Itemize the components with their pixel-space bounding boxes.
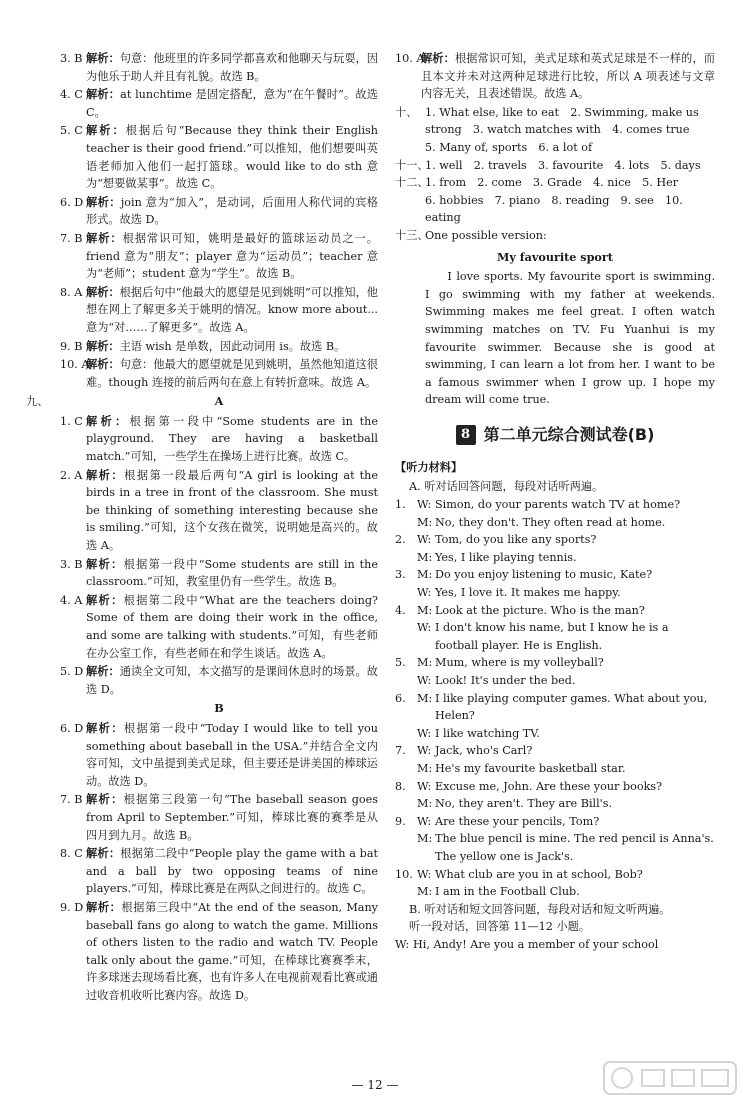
dialogue-line <box>417 742 715 760</box>
analysis-text: 根据后句“Because they think their English teacher is their good friend.”可以推知，他们想要叫英语老师加入他们一起打篮球。would like to do sth 意为“想要做某事”。故选 C。 <box>86 124 378 191</box>
speech: He's my favourite basketball star. <box>435 761 626 775</box>
analysis-text: 主语 wish 是单数，因此动词用 is。故选 B。 <box>119 339 346 353</box>
dialogue-number: 9. <box>395 814 406 828</box>
dialogue-number: 3. <box>395 568 406 582</box>
analysis-text: at lunchtime 是固定搭配，意为“在午餐时”。故选 C。 <box>86 88 378 119</box>
answer-number: 2. A <box>60 468 83 482</box>
answer-line: 1. What else, like to eat 2. Swimming, make us strong 3. watch matches with 4. comes true <box>425 105 699 137</box>
dialogue-line <box>395 936 715 954</box>
speaker: W: <box>417 744 432 758</box>
speech: Look at the picture. Who is the man? <box>435 603 645 617</box>
answer-item <box>60 413 378 466</box>
dialogue-line <box>417 813 715 831</box>
speaker: W: <box>417 586 432 600</box>
right-column <box>395 50 715 954</box>
dialogue-line <box>417 602 715 620</box>
answer-item <box>60 230 378 283</box>
listening-title: 【听力材料】 <box>395 459 463 474</box>
speech: What club are you in at school, Bob? <box>435 867 643 881</box>
section-label: 十、 <box>395 105 418 119</box>
answer-number: 10. A <box>60 358 90 372</box>
speech: Yes, I love it. It makes me happy. <box>435 586 621 600</box>
analysis-label: 解析： <box>86 357 120 372</box>
analysis-text: 根据第一段中“Some students are in the playground. They are having a basketball match.”可知，一些学生在操场上进行比赛。故选 C。 <box>86 414 378 464</box>
section-label: 十三、 <box>395 228 429 242</box>
answer-number: 10. A <box>395 52 425 65</box>
dialogue <box>395 866 715 901</box>
dialogue-line <box>417 760 715 778</box>
speech: Are these your pencils, Tom? <box>435 814 600 828</box>
answer-line: 1. well 2. travels 3. favourite 4. lots 5. days <box>425 158 701 172</box>
speaker: M: <box>417 832 433 846</box>
section-12 <box>395 174 715 227</box>
answer-item <box>60 720 378 790</box>
answer-item <box>60 194 378 229</box>
speaker: W: <box>417 533 432 547</box>
analysis-text: 句意：他班里的许多同学都喜欢和他聊天与玩耍，因为他乐于助人并且有礼貌。故选 B。 <box>86 52 378 83</box>
speaker: M: <box>417 797 433 811</box>
essay-intro: One possible version: <box>425 228 547 242</box>
listening-part-b-sub: 听一段对话，回答第 11—12 小题。 <box>409 920 591 934</box>
dialogue-number: 1. <box>395 498 406 512</box>
analysis-label: 解析： <box>86 556 124 571</box>
analysis-label: 解析： <box>421 51 455 65</box>
answer-item <box>60 899 378 1005</box>
speaker: M: <box>417 761 433 775</box>
answer-item <box>60 556 378 591</box>
answer-item <box>60 284 378 337</box>
section-9 <box>26 393 378 1004</box>
speech: Simon, do your parents watch TV at home? <box>435 498 681 512</box>
analysis-label: 解析： <box>86 899 122 914</box>
answer-number: 3. B <box>60 52 83 65</box>
speaker: M: <box>417 691 433 705</box>
speech: No, they don't. They often read at home. <box>435 515 666 529</box>
analysis-label: 解析： <box>86 720 124 735</box>
speech: I don't know his name, but I know he is a football player. He is English. <box>435 621 669 652</box>
analysis-label: 解析： <box>86 413 130 428</box>
speech: Mum, where is my volleyball? <box>435 656 604 670</box>
section-label: 十一、 <box>395 158 429 172</box>
speech: No, they aren't. They are Bill's. <box>435 797 613 811</box>
analysis-text: 根据第三段中“At the end of the season, Many baseball fans go along to watch the game. Millions of others listen to the radio and watch TV. People talk only about the game.”可知，在棒球比赛赛季末，许多球迷去现场看比赛，也有许多人在电视前观看比赛或通过收音机收听比赛内容。故选 D。 <box>86 900 378 1002</box>
analysis-label: 解析： <box>86 664 120 679</box>
analysis-text: 根据第一段中“Some students are still in the classroom.”可知，教室里仍有一些学生。故选 B。 <box>86 557 378 589</box>
dialogue-line <box>417 549 715 567</box>
analysis-text: 根据第三段第一句“The baseball season goes from April to September.”可知，棒球比赛的赛季是从四月到九月。故选 B。 <box>86 793 378 842</box>
speaker: M: <box>417 515 433 529</box>
dialogue-line <box>417 584 715 602</box>
speaker: W: <box>417 867 432 881</box>
answer-number: 6. D <box>60 195 84 209</box>
dialogue-line <box>417 619 715 654</box>
dialogue-number: 2. <box>395 533 406 547</box>
answer-line: 1. from 2. come 3. Grade 4. nice 5. Her <box>425 176 679 190</box>
speech: Yes, I like playing tennis. <box>435 550 577 564</box>
unit-title: 第二单元综合测试卷(B) <box>483 425 655 445</box>
dialogue-line <box>417 654 715 672</box>
speaker: W: <box>417 814 432 828</box>
dialogue-line <box>417 725 715 743</box>
dialogue <box>395 813 715 866</box>
dialogue-line <box>417 496 715 514</box>
dialogue-number: 10. <box>395 867 413 881</box>
dialogue <box>395 496 715 531</box>
dialogue <box>395 602 715 655</box>
answer-item <box>395 50 715 103</box>
answer-item <box>60 356 378 391</box>
speaker: M: <box>417 603 433 617</box>
dialogue-line <box>417 690 715 725</box>
essay-body: I love sports. My favourite sport is swimming. I go swimming with my father at weekends. Swimming makes me feel great. I often watch swimming matches on TV. Fu Yuanhui is my favourite swimmer. Because she is good at swimming, I can learn a lot from her. I want to be a famous swimmer when I grow up. I hope my dream will come true. <box>425 270 715 407</box>
analysis-text: 根据第一段中“Today I would like to tell you something about baseball in the USA.”并结合全文内容可知，文中虽提到美式足球，但主要还是讲美国的棒球运动。故选 D。 <box>86 721 378 788</box>
dialogue-number: 7. <box>395 744 406 758</box>
dialogue-number: 5. <box>395 656 406 670</box>
analysis-text: 根据第二段中“People play the game with a bat and a ball by two opposing teams of nine players.”可知，棒球比赛是在两队之间进行的。故选 C。 <box>86 847 378 896</box>
section-label: 九、 <box>26 395 49 409</box>
analysis-text: join 意为“加入”，是动词，后面用人称代词的宾格形式。故选 D。 <box>86 195 378 227</box>
analysis-label: 解析： <box>86 846 121 861</box>
listening-part-b: B. 听对话和短文回答问题，每段对话和短文听两遍。 <box>409 902 671 916</box>
speaker: W: <box>417 779 432 793</box>
answer-number: 1. C <box>60 414 83 428</box>
answer-item <box>60 592 378 662</box>
speaker: W: <box>417 498 432 512</box>
answer-number: 7. B <box>60 793 83 807</box>
dialogue <box>395 690 715 743</box>
dialogue <box>395 654 715 689</box>
answer-item <box>60 663 378 698</box>
answer-number: 8. A <box>60 285 83 299</box>
speech: Look! It's under the bed. <box>435 674 576 687</box>
speaker: M: <box>417 568 433 582</box>
analysis-label: 解析： <box>86 792 124 807</box>
analysis-text: 通读全文可知，本文描写的是课间休息时的场景。故选 D。 <box>86 665 378 696</box>
speech: Jack, who's Carl? <box>435 744 533 758</box>
answer-number: 3. B <box>60 557 83 571</box>
answer-number: 7. B <box>60 231 83 245</box>
dialogue-number: 6. <box>395 691 406 705</box>
analysis-label: 解析： <box>86 284 120 299</box>
speech: Excuse me, John. Are these your books? <box>435 779 663 793</box>
passage-heading-a: A <box>214 394 224 409</box>
speaker: M: <box>417 656 433 670</box>
section-label: 十二、 <box>395 176 429 190</box>
answer-number: 9. D <box>60 900 84 914</box>
speaker: W: <box>417 674 432 687</box>
dialogue-line <box>417 866 715 884</box>
listening-part-a: A. 听对话回答问题，每段对话听两遍。 <box>409 480 604 494</box>
dialogue-line <box>417 778 715 796</box>
analysis-text: 根据常识可知，美式足球和英式足球是不一样的，而且本文并未对这两种足球进行比较，所以 A 项表述与文章内容无关，且表述错误。故选 A。 <box>421 52 715 101</box>
analysis-label: 解析： <box>86 87 121 102</box>
analysis-label: 解析： <box>86 51 120 65</box>
analysis-label: 解析： <box>86 194 121 209</box>
speech: I like watching TV. <box>435 726 540 740</box>
answer-number: 4. C <box>60 88 83 102</box>
speaker: W: <box>417 621 432 635</box>
section-10 <box>395 104 715 157</box>
answer-number: 4. A <box>60 593 83 607</box>
speech: The blue pencil is mine. The red pencil is Anna's. The yellow one is Jack's. <box>435 832 714 863</box>
unit-header <box>395 425 715 445</box>
speech: Hi, Andy! Are you a member of your school <box>413 937 659 951</box>
analysis-text: 根据第一段最后两句“A girl is looking at the birds in a tree in front of the classroom. She must be thinking of something interesting because she is smiling.”可知，这个女孩在微笑，说明她是高兴的。故选 A。 <box>86 468 378 553</box>
answer-item <box>60 122 378 192</box>
analysis-text: 句意：他最大的愿望就是见到姚明，虽然他知道这很难。though 连接的前后两句在意上有转折意味。故选 A。 <box>86 358 378 389</box>
speech: I am in the Football Club. <box>435 885 580 899</box>
dialogue-number: 4. <box>395 603 406 617</box>
answer-line: 5. Many of, sports 6. a lot of <box>425 140 593 154</box>
dialogue-line <box>417 531 715 549</box>
answer-number: 5. D <box>60 665 84 679</box>
dialogue <box>395 531 715 566</box>
unit-badge: 8 <box>456 425 476 445</box>
dialogue-number: 8. <box>395 779 406 793</box>
analysis-label: 解析： <box>86 338 120 353</box>
speaker: W: <box>417 726 432 740</box>
watermark-logo <box>600 1058 740 1098</box>
dialogue-line <box>417 883 715 901</box>
answer-item <box>60 86 378 121</box>
essay-title: My favourite sport <box>497 249 613 264</box>
dialogue-line <box>417 830 715 865</box>
analysis-text: 根据第二段中“What are the teachers doing? Some of them are doing their work in the office, and some are talking with students.”可知，有些老师在办公室工作，有些老师在和学生谈话。故选 A。 <box>86 593 378 660</box>
answer-number: 6. D <box>60 721 84 735</box>
passage-heading-b: B <box>214 701 224 716</box>
speech: Do you enjoy listening to music, Kate? <box>435 568 653 582</box>
analysis-label: 解析： <box>86 230 123 245</box>
speaker: M: <box>417 885 433 899</box>
speaker: M: <box>417 550 433 564</box>
answer-number: 5. C <box>60 124 83 138</box>
dialogue <box>395 778 715 813</box>
analysis-text: 根据后句中“他最大的愿望是见到姚明”可以推知，他想在网上了解更多关于姚明的情况。know more about... 意为“对……了解更多”。故选 A。 <box>86 285 378 334</box>
answer-item <box>60 791 378 844</box>
answer-number: 8. C <box>60 847 83 861</box>
dialogue-line <box>417 672 715 690</box>
analysis-text: 根据常识可知，姚明是最好的篮球运动员之一。friend 意为“朋友”；player 意为“运动员”；teacher 意为“老师”；student 意为“学生”。故选 B。 <box>86 231 378 281</box>
answer-line: 6. hobbies 7. piano 8. reading 9. see 10. eating <box>425 193 683 225</box>
section-13 <box>395 227 715 245</box>
speaker: W: <box>395 937 410 951</box>
answer-item <box>60 467 378 555</box>
analysis-label: 解析： <box>86 467 125 482</box>
dialogue <box>395 566 715 601</box>
dialogue-line <box>417 566 715 584</box>
left-column <box>26 50 378 1005</box>
dialogue-line <box>417 514 715 532</box>
speech: I like playing computer games. What about you, Helen? <box>435 691 708 723</box>
answer-item <box>60 50 378 85</box>
analysis-label: 解析： <box>86 592 124 607</box>
dialogue-line <box>417 795 715 813</box>
page-number: — 12 — <box>351 1078 399 1092</box>
analysis-label: 解析： <box>86 123 126 138</box>
dialogue <box>395 742 715 777</box>
section-11 <box>395 157 715 175</box>
speech: Tom, do you like any sports? <box>435 533 597 547</box>
answer-item <box>60 845 378 898</box>
answer-number: 9. B <box>60 339 83 353</box>
answer-item <box>60 338 378 356</box>
